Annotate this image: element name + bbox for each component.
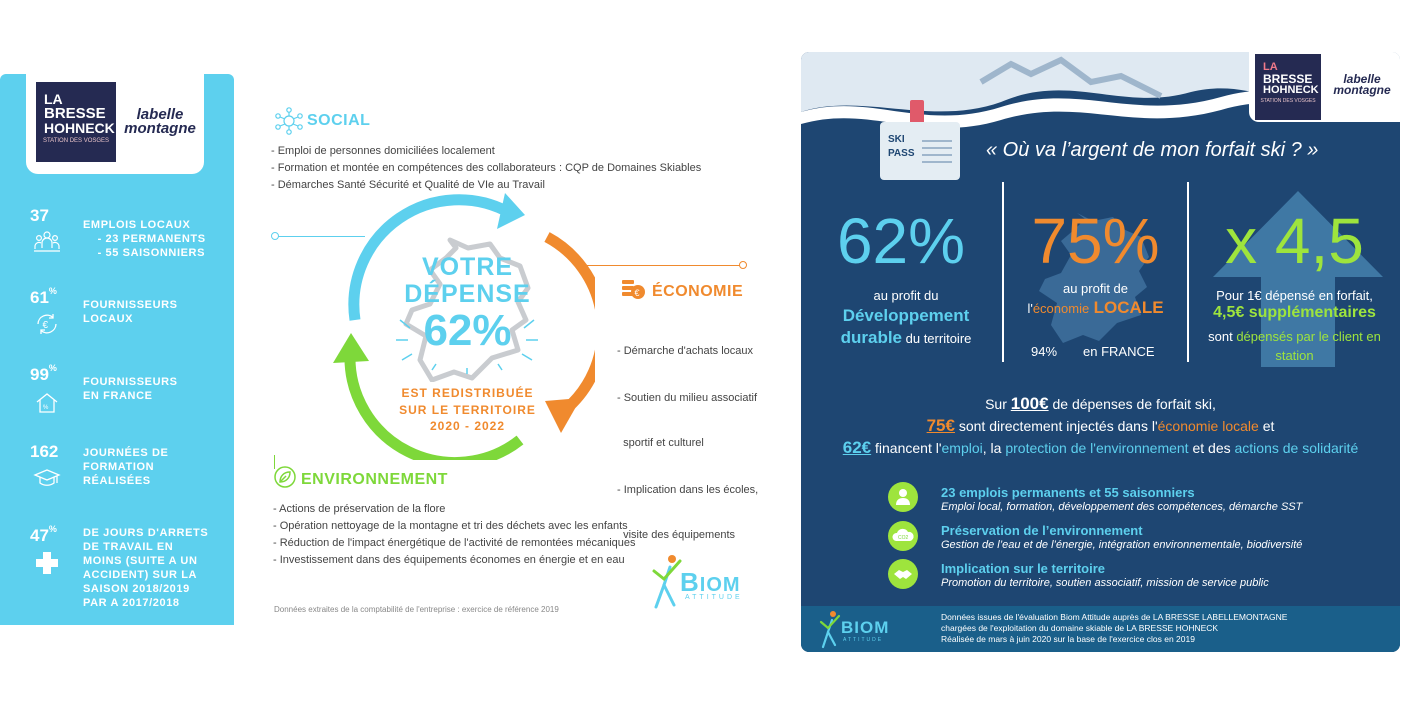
col3-line2: 4,5€ supplémentaires <box>1213 304 1376 321</box>
center-percent: 62% <box>423 306 512 355</box>
question-title: « Où va l’argent de mon forfait ski ? » <box>986 139 1319 161</box>
social-network-icon <box>275 107 303 135</box>
summary-line2: 75€ sont directement injectés dans l'économie locale et <box>926 416 1275 435</box>
biom-logo-text: BIOM <box>841 618 890 637</box>
biom-attitude-text: ATTITUDE <box>685 594 743 601</box>
redistribuee-line2: SUR LE TERRITOIRE <box>399 403 536 417</box>
source-note: Données extraites de la comptabilité de l'entreprise : exercice de référence 2019 <box>274 605 559 614</box>
economie-connector <box>578 265 741 266</box>
left-logo-card <box>26 74 204 174</box>
social-title: SOCIAL <box>307 112 371 129</box>
labelle-montagne-logo: labelle montagne <box>1333 72 1391 98</box>
summary-line1: Sur 100€ de dépenses de forfait ski, <box>985 394 1216 413</box>
action2-sub: Gestion de l’eau et de l’énergie, intégration environnementale, biodiversité <box>941 539 1303 551</box>
depense-text: DÉPENSE <box>404 280 531 308</box>
house-icon <box>33 391 61 415</box>
biom-logo-text: BIOM <box>680 567 741 597</box>
labelle-montagne-logo: labelle montagne <box>124 106 196 138</box>
svg-text:€: € <box>634 288 640 298</box>
action2-title: Préservation de l’environnement <box>941 523 1143 538</box>
col3-big: x 4,5 <box>1225 205 1364 277</box>
redistribuee-line1: EST REDISTRIBUÉE <box>401 386 534 400</box>
col2-line2: l'économie LOCALE <box>1027 298 1164 317</box>
coins-icon <box>620 276 646 302</box>
action1-title: 23 emplois permanents et 55 saisonniers <box>941 485 1195 500</box>
leaf-icon <box>274 466 296 488</box>
col1-line2: Développement <box>842 306 970 325</box>
action1-sub: Emploi local, formation, développement des compétences, démarche SST <box>941 501 1303 513</box>
biom-figure-icon <box>650 553 684 611</box>
medical-cross-icon <box>33 550 61 574</box>
panel-footer <box>801 606 1400 652</box>
col3-line4: station <box>1275 348 1314 363</box>
action3-title: Implication sur le territoire <box>941 561 1105 576</box>
economie-title: ÉCONOMIE <box>652 283 744 300</box>
svg-text:€: € <box>42 320 49 331</box>
action3-sub: Promotion du territoire, soutien associatif, mission de service public <box>941 577 1269 589</box>
economie-connector-dot <box>739 261 747 269</box>
green-arrowhead <box>333 333 369 363</box>
ski-pass-card: SKI PASS <box>880 122 960 180</box>
orange-arrowhead <box>545 398 581 433</box>
worker-icon <box>888 482 918 512</box>
footer-line2: chargées de l'exploitation du domaine skiable de LA BRESSE HOHNECK <box>941 623 1219 633</box>
cyan-arrowhead <box>497 193 525 229</box>
social-list: - Emploi de personnes domiciliées localement - Formation et montée en compétences des collaborateurs : CQP de Domaines Skiables - Démarches Santé Sécurité et Qualité de VIe au Travail <box>271 145 702 191</box>
col3-line1: Pour 1€ dépensé en forfait, <box>1216 288 1373 303</box>
graduation-cap-icon <box>33 466 61 490</box>
environnement-list: - Actions de préservation de la flore - Opération nettoyage de la montagne et tri des déchets avec les enfants - Réduction de l'impact énergétique de l'activité de remontées mécaniques - Investissement dans des équipements économes en énergie et en eau <box>273 503 636 566</box>
votre-text: VOTRE <box>421 253 514 281</box>
col2-france-pct: 94% <box>1031 344 1058 359</box>
right-logo-card <box>1249 52 1400 122</box>
right-panel <box>801 52 1400 652</box>
col1-line3: durable du territoire <box>840 328 972 347</box>
svg-text:CO2: CO2 <box>898 535 909 541</box>
people-icon <box>33 230 61 254</box>
economie-list: - Démarche d'achats locaux - Soutien du milieu associatif sportif et culturel - Implication dans les écoles, visite des équipements <box>617 345 759 541</box>
col3-line3: sont dépensés par le client en <box>1208 329 1381 344</box>
co2-cloud-icon <box>888 521 918 551</box>
social-connector-dot <box>271 232 279 240</box>
col1-line1: au profit du <box>873 288 939 303</box>
col1-big: 62% <box>836 205 966 277</box>
summary-line3: 62€ financent l'emploi, la protection de l'environnement et des actions de solidarité <box>842 438 1359 457</box>
euro-cycle-icon <box>33 312 61 336</box>
biom-figure-icon <box>819 610 841 650</box>
la-bresse-logo: LA BRESSE HOHNECK STATION DES VOSGES <box>1255 54 1321 120</box>
la-bresse-logo: LA BRESSE HOHNECK STATION DES VOSGES <box>36 82 116 162</box>
col2-france-label: en FRANCE <box>1083 344 1155 359</box>
biom-attitude-text: ATTITUDE <box>843 637 884 643</box>
handshake-icon <box>888 559 918 589</box>
footer-line3: Réalisée de mars à juin 2020 sur la base de l'exercice clos en 2019 <box>941 634 1195 644</box>
svg-text:%: % <box>43 405 49 411</box>
col2-big: 75% <box>1031 205 1160 277</box>
ski-pass-lines <box>922 140 952 142</box>
environnement-title: ENVIRONNEMENT <box>301 471 448 488</box>
col2-line1: au profit de <box>1062 281 1129 296</box>
footer-line1: Données issues de l'évaluation Biom Attitude auprès de LA BRESSE LABELLEMONTAGNE <box>941 612 1288 622</box>
redistribuee-period: 2020 - 2022 <box>429 419 506 433</box>
